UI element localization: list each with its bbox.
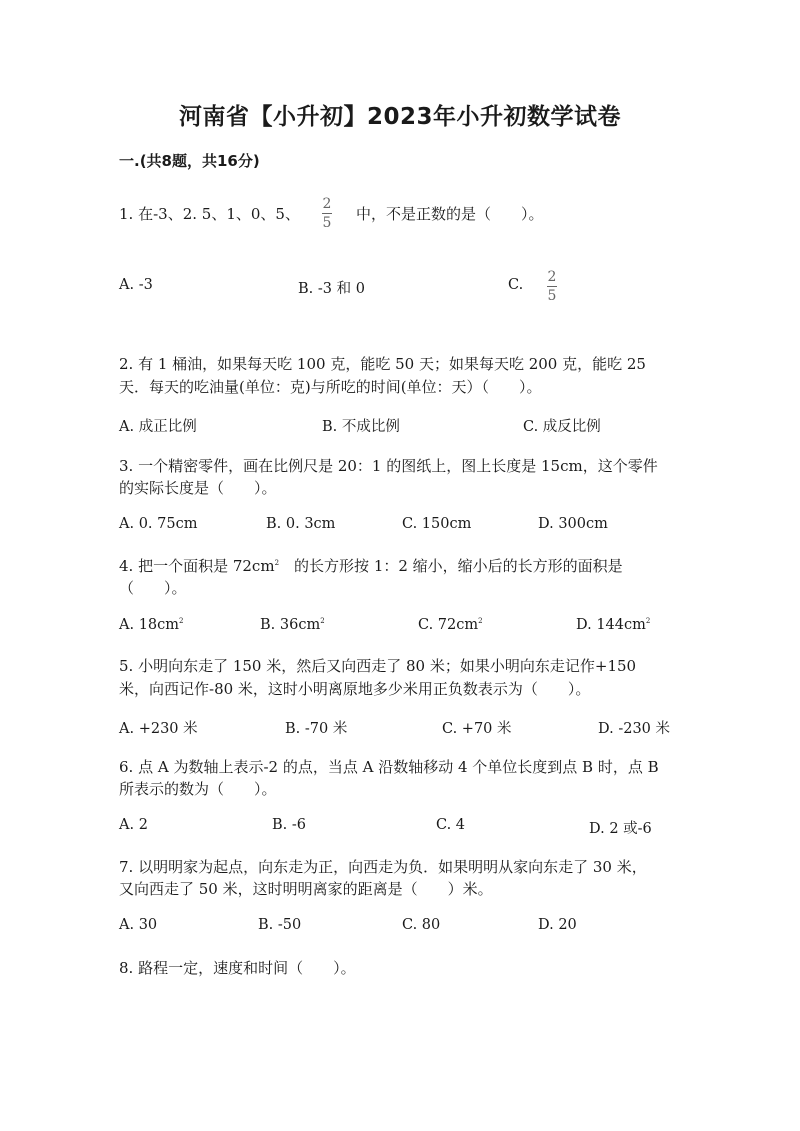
- option-text: D. 144cm: [576, 617, 646, 633]
- question-4-option-c[interactable]: [418, 617, 483, 633]
- question-5-line-2: 米，向西记作-80 米，这时小明离原地多少米用正负数表示为（ ）。: [119, 680, 591, 698]
- question-1-option-c-fraction: [547, 269, 557, 304]
- question-8-line: 8. 路程一定，速度和时间（ ）。: [119, 959, 356, 977]
- question-4-option-b[interactable]: [260, 617, 325, 633]
- question-4-text-a: 4. 把一个面积是 72cm: [119, 557, 275, 575]
- question-4-option-a[interactable]: [119, 617, 183, 633]
- question-4-line-1: [119, 555, 623, 576]
- question-3-line-2: 的实际长度是（ ）。: [119, 479, 277, 497]
- question-4-text-b: 的长方形按 1：2 缩小，缩小后的长方形的面积是: [294, 557, 623, 575]
- question-3-line-1: 3. 一个精密零件，画在比例尺是 20：1 的图纸上，图上长度是 15cm，这个零件: [119, 457, 658, 475]
- question-4-option-d[interactable]: [576, 617, 650, 633]
- question-7-line-2: 又向西走了 50 米，这时明明离家的距离是（ ）米。: [119, 880, 493, 898]
- question-3-option-b[interactable]: B. 0. 3cm: [266, 516, 336, 532]
- question-3-option-d[interactable]: D. 300cm: [538, 516, 608, 532]
- question-6-line-1: 6. 点 A 为数轴上表示-2 的点，当点 A 沿数轴移动 4 个单位长度到点 B 时，点 B: [119, 758, 659, 776]
- question-1-option-b[interactable]: B. -3 和 0: [298, 281, 365, 297]
- question-4-line-2: （ ）。: [119, 579, 187, 597]
- section-heading: 一.(共8题，共16分): [119, 152, 260, 170]
- question-7-option-d[interactable]: D. 20: [538, 917, 577, 933]
- superscript-2: 2: [179, 617, 184, 626]
- question-7-option-c[interactable]: C. 80: [402, 917, 441, 933]
- question-1-text-a: 1. 在-3、2. 5、1、0、5、: [119, 205, 300, 223]
- question-2-option-c[interactable]: C. 成反比例: [523, 419, 601, 435]
- superscript-2: 2: [478, 617, 483, 626]
- question-1-option-a[interactable]: A. -3: [119, 277, 153, 293]
- question-6-line-2: 所表示的数为（ ）。: [119, 780, 277, 798]
- question-6-option-b[interactable]: B. -6: [272, 817, 306, 833]
- superscript-2: 2: [645, 617, 651, 626]
- fraction-numerator: 2: [322, 196, 332, 212]
- question-3-option-a[interactable]: A. 0. 75cm: [119, 516, 198, 532]
- option-text: C. 72cm: [418, 617, 479, 633]
- question-6-option-d[interactable]: D. 2 或-6: [589, 821, 652, 837]
- question-2-option-a[interactable]: A. 成正比例: [119, 419, 197, 435]
- fraction-bar: [547, 286, 557, 287]
- fraction-numerator: 2: [547, 269, 557, 285]
- superscript-2: 2: [320, 617, 325, 626]
- question-3-option-c[interactable]: C. 150cm: [402, 516, 472, 532]
- fraction-denominator: 5: [322, 215, 332, 231]
- superscript-2: 2: [274, 559, 280, 567]
- page-title: 河南省【小升初】2023年小升初数学试卷: [178, 104, 621, 130]
- question-5-line-1: 5. 小明向东走了 150 米，然后又向西走了 80 米；如果小明向东走记作+150: [119, 657, 637, 675]
- question-6-option-c[interactable]: C. 4: [436, 817, 466, 833]
- fraction-bar: [322, 213, 332, 214]
- question-6-option-a[interactable]: A. 2: [119, 817, 148, 833]
- question-2-option-b[interactable]: B. 不成比例: [322, 419, 400, 435]
- fraction-denominator: 5: [547, 288, 557, 304]
- option-text: A. 18cm: [119, 617, 180, 633]
- question-5-option-b[interactable]: B. -70 米: [285, 721, 348, 737]
- question-2-line-2: 天．每天的吃油量(单位：克)与所吃的时间(单位：天）（ ）。: [119, 378, 542, 396]
- question-7-option-b[interactable]: B. -50: [258, 917, 302, 933]
- question-1-text-b: 中，不是正数的是（ ）。: [356, 205, 544, 223]
- question-2-line-1: 2. 有 1 桶油，如果每天吃 100 克，能吃 50 天；如果每天吃 200 克，能吃 25: [119, 355, 646, 373]
- question-1-fraction: [322, 196, 332, 231]
- question-5-option-c[interactable]: C. +70 米: [442, 721, 512, 737]
- question-5-option-a[interactable]: A. +230 米: [119, 721, 198, 737]
- option-text: B. 36cm: [260, 617, 321, 633]
- question-5-option-d[interactable]: D. -230 米: [598, 721, 671, 737]
- question-1-option-c[interactable]: C.: [508, 277, 524, 293]
- question-7-option-a[interactable]: A. 30: [119, 917, 158, 933]
- question-7-line-1: 7. 以明明家为起点，向东走为正，向西走为负．如果明明从家向东走了 30 米，: [119, 858, 647, 876]
